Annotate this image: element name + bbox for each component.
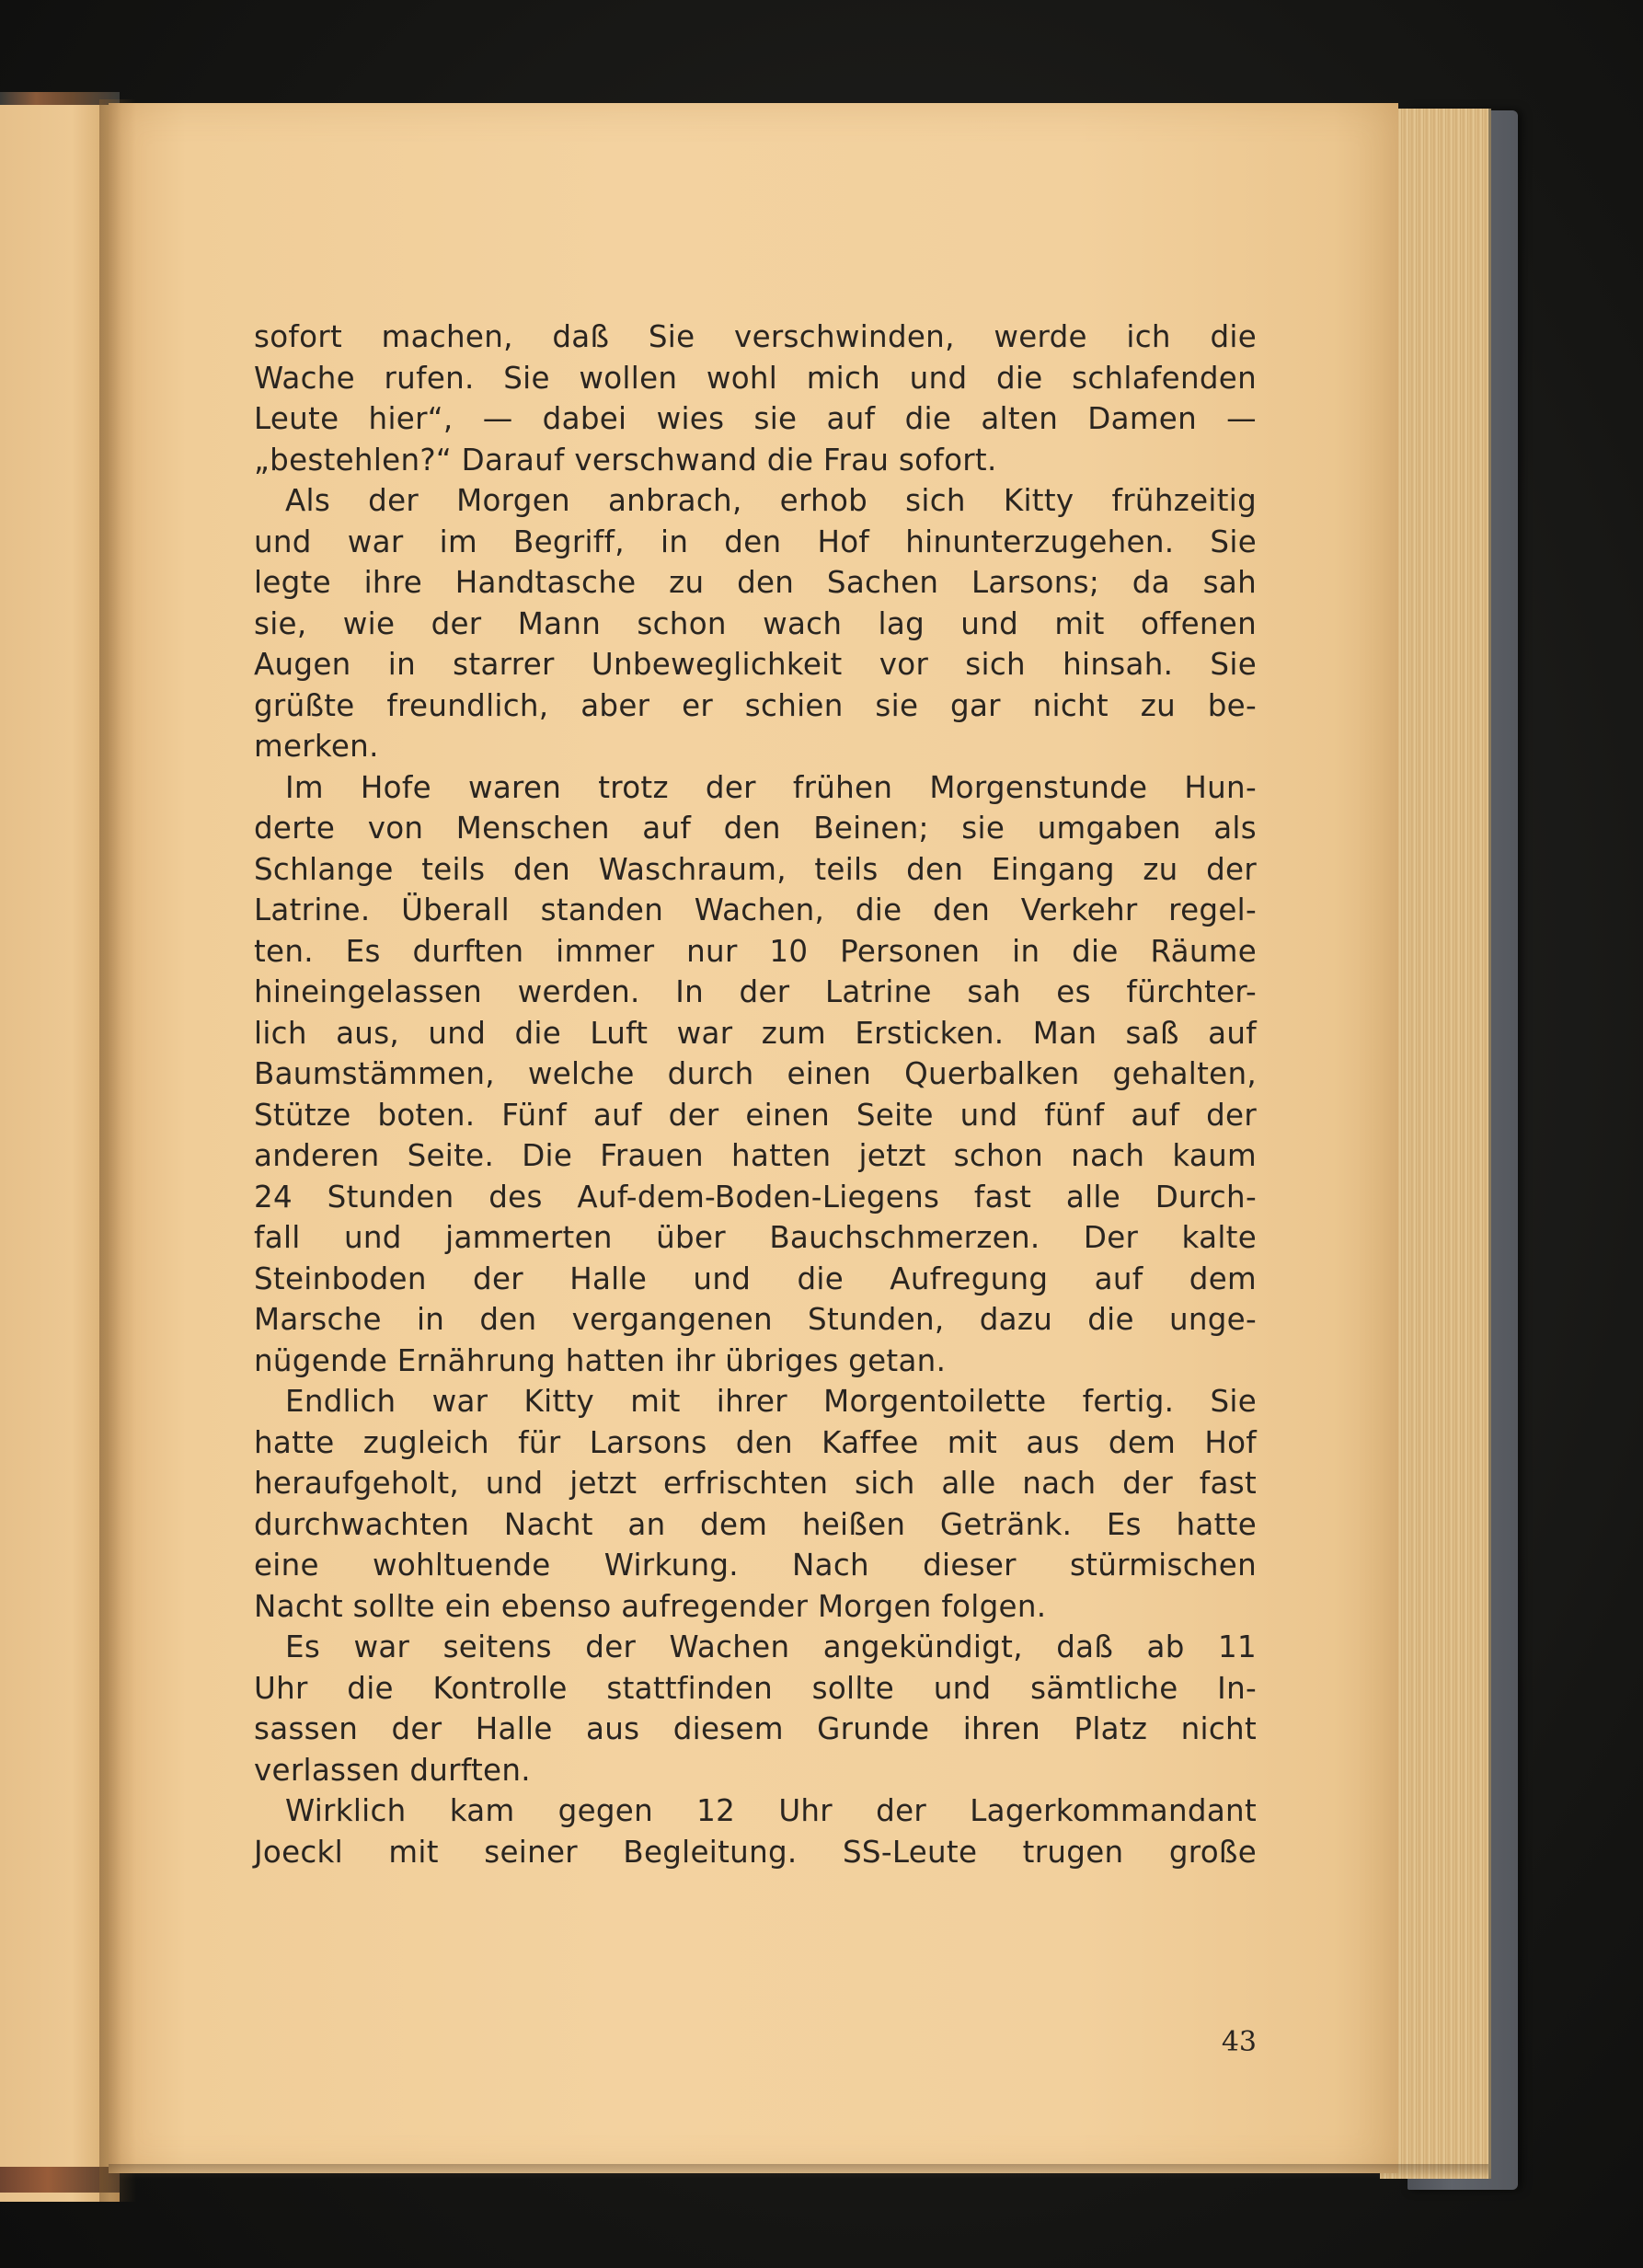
text-line: verlassen durften. xyxy=(254,1752,531,1788)
text-line: fall und jammerten über Bauchschmerzen. Der kalte xyxy=(254,1220,1257,1255)
text-line: legte ihre Handtasche zu den Sachen Larsons; da sah xyxy=(254,565,1257,600)
page-bottom-shadow xyxy=(109,2164,1488,2179)
text-line: ten. Es durften immer nur 10 Personen in die Räume xyxy=(254,933,1257,969)
page-gutter xyxy=(99,99,136,2202)
text-line: 24 Stunden des Auf-dem-Boden-Liegens fast alle Durch- xyxy=(254,1179,1257,1215)
text-line: hatte zugleich für Larsons den Kaffee mit aus dem Hof xyxy=(254,1424,1257,1460)
text-line: Nacht sollte ein ebenso aufregender Morgen folgen. xyxy=(254,1588,1047,1624)
text-line: Wirklich kam gegen 12 Uhr der Lagerkommandant xyxy=(285,1793,1257,1828)
text-line: Es war seitens der Wachen angekündigt, daß ab 11 xyxy=(285,1629,1257,1664)
text-line: Wache rufen. Sie wollen wohl mich und die schlafenden xyxy=(254,360,1257,396)
paragraph xyxy=(254,317,1257,480)
text-line: merken. xyxy=(254,729,379,764)
text-line: anderen Seite. Die Frauen hatten jetzt schon nach kaum xyxy=(254,1138,1257,1173)
text-line: nügende Ernährung hatten ihr übriges getan. xyxy=(254,1342,947,1378)
text-line: sofort machen, daß Sie verschwinden, werde ich die xyxy=(254,319,1257,354)
text-line: Marsche in den vergangenen Stunden, dazu die unge- xyxy=(254,1302,1257,1337)
text-line: und war im Begriff, in den Hof hinunterzugehen. Sie xyxy=(254,524,1257,559)
paragraph xyxy=(254,1790,1257,1872)
text-line: eine wohltuende Wirkung. Nach dieser stürmischen xyxy=(254,1548,1257,1583)
text-line: Als der Morgen anbrach, erhob sich Kitty frühzeitig xyxy=(285,483,1257,518)
text-line: derte von Menschen auf den Beinen; sie umgaben als xyxy=(254,811,1257,846)
text-line: Joeckl mit seiner Begleitung. SS-Leute trugen große xyxy=(254,1834,1257,1870)
text-line: sie, wie der Mann schon wach lag und mit offenen xyxy=(254,605,1257,641)
paragraph xyxy=(254,1381,1257,1627)
text-line: lich aus, und die Luft war zum Ersticken. Man saß auf xyxy=(254,1015,1257,1051)
text-line: Im Hofe waren trotz der frühen Morgenstunde Hun- xyxy=(285,769,1257,805)
book-page xyxy=(109,103,1398,2173)
paragraph xyxy=(254,767,1257,1382)
text-line: Augen in starrer Unbeweglichkeit vor sich hinsah. Sie xyxy=(254,647,1257,682)
text-line: Schlange teils den Waschraum, teils den Eingang zu der xyxy=(254,851,1257,887)
paragraph xyxy=(254,480,1257,767)
text-line: „bestehlen?“ Darauf verschwand die Frau sofort. xyxy=(254,442,997,478)
text-line: durchwachten Nacht an dem heißen Getränk. Es hatte xyxy=(254,1506,1257,1542)
text-line: heraufgeholt, und jetzt erfrischten sich alle nach der fast xyxy=(254,1466,1257,1501)
text-line: Leute hier“, — dabei wies sie auf die alten Damen — xyxy=(254,401,1257,436)
text-line: hineingelassen werden. In der Latrine sah es fürchter- xyxy=(254,974,1257,1009)
text-line: Steinboden der Halle und die Aufregung auf dem xyxy=(254,1261,1257,1296)
text-line: Stütze boten. Fünf auf der einen Seite und fünf auf der xyxy=(254,1097,1257,1133)
text-line: Baumstämmen, welche durch einen Querbalken gehalten, xyxy=(254,1056,1257,1091)
page-text xyxy=(254,317,1257,1872)
paragraph xyxy=(254,1627,1257,1790)
text-line: Uhr die Kontrolle stattfinden sollte und sämtliche In- xyxy=(254,1670,1257,1706)
text-line: grüßte freundlich, aber er schien sie gar nicht zu be- xyxy=(254,687,1257,723)
text-line: Latrine. Überall standen Wachen, die den Verkehr regel- xyxy=(254,892,1257,927)
text-line: Endlich war Kitty mit ihrer Morgentoilette fertig. Sie xyxy=(285,1384,1257,1419)
page-number: 43 xyxy=(1221,2026,1257,2058)
text-line: sassen der Halle aus diesem Grunde ihren Platz nicht xyxy=(254,1711,1257,1746)
